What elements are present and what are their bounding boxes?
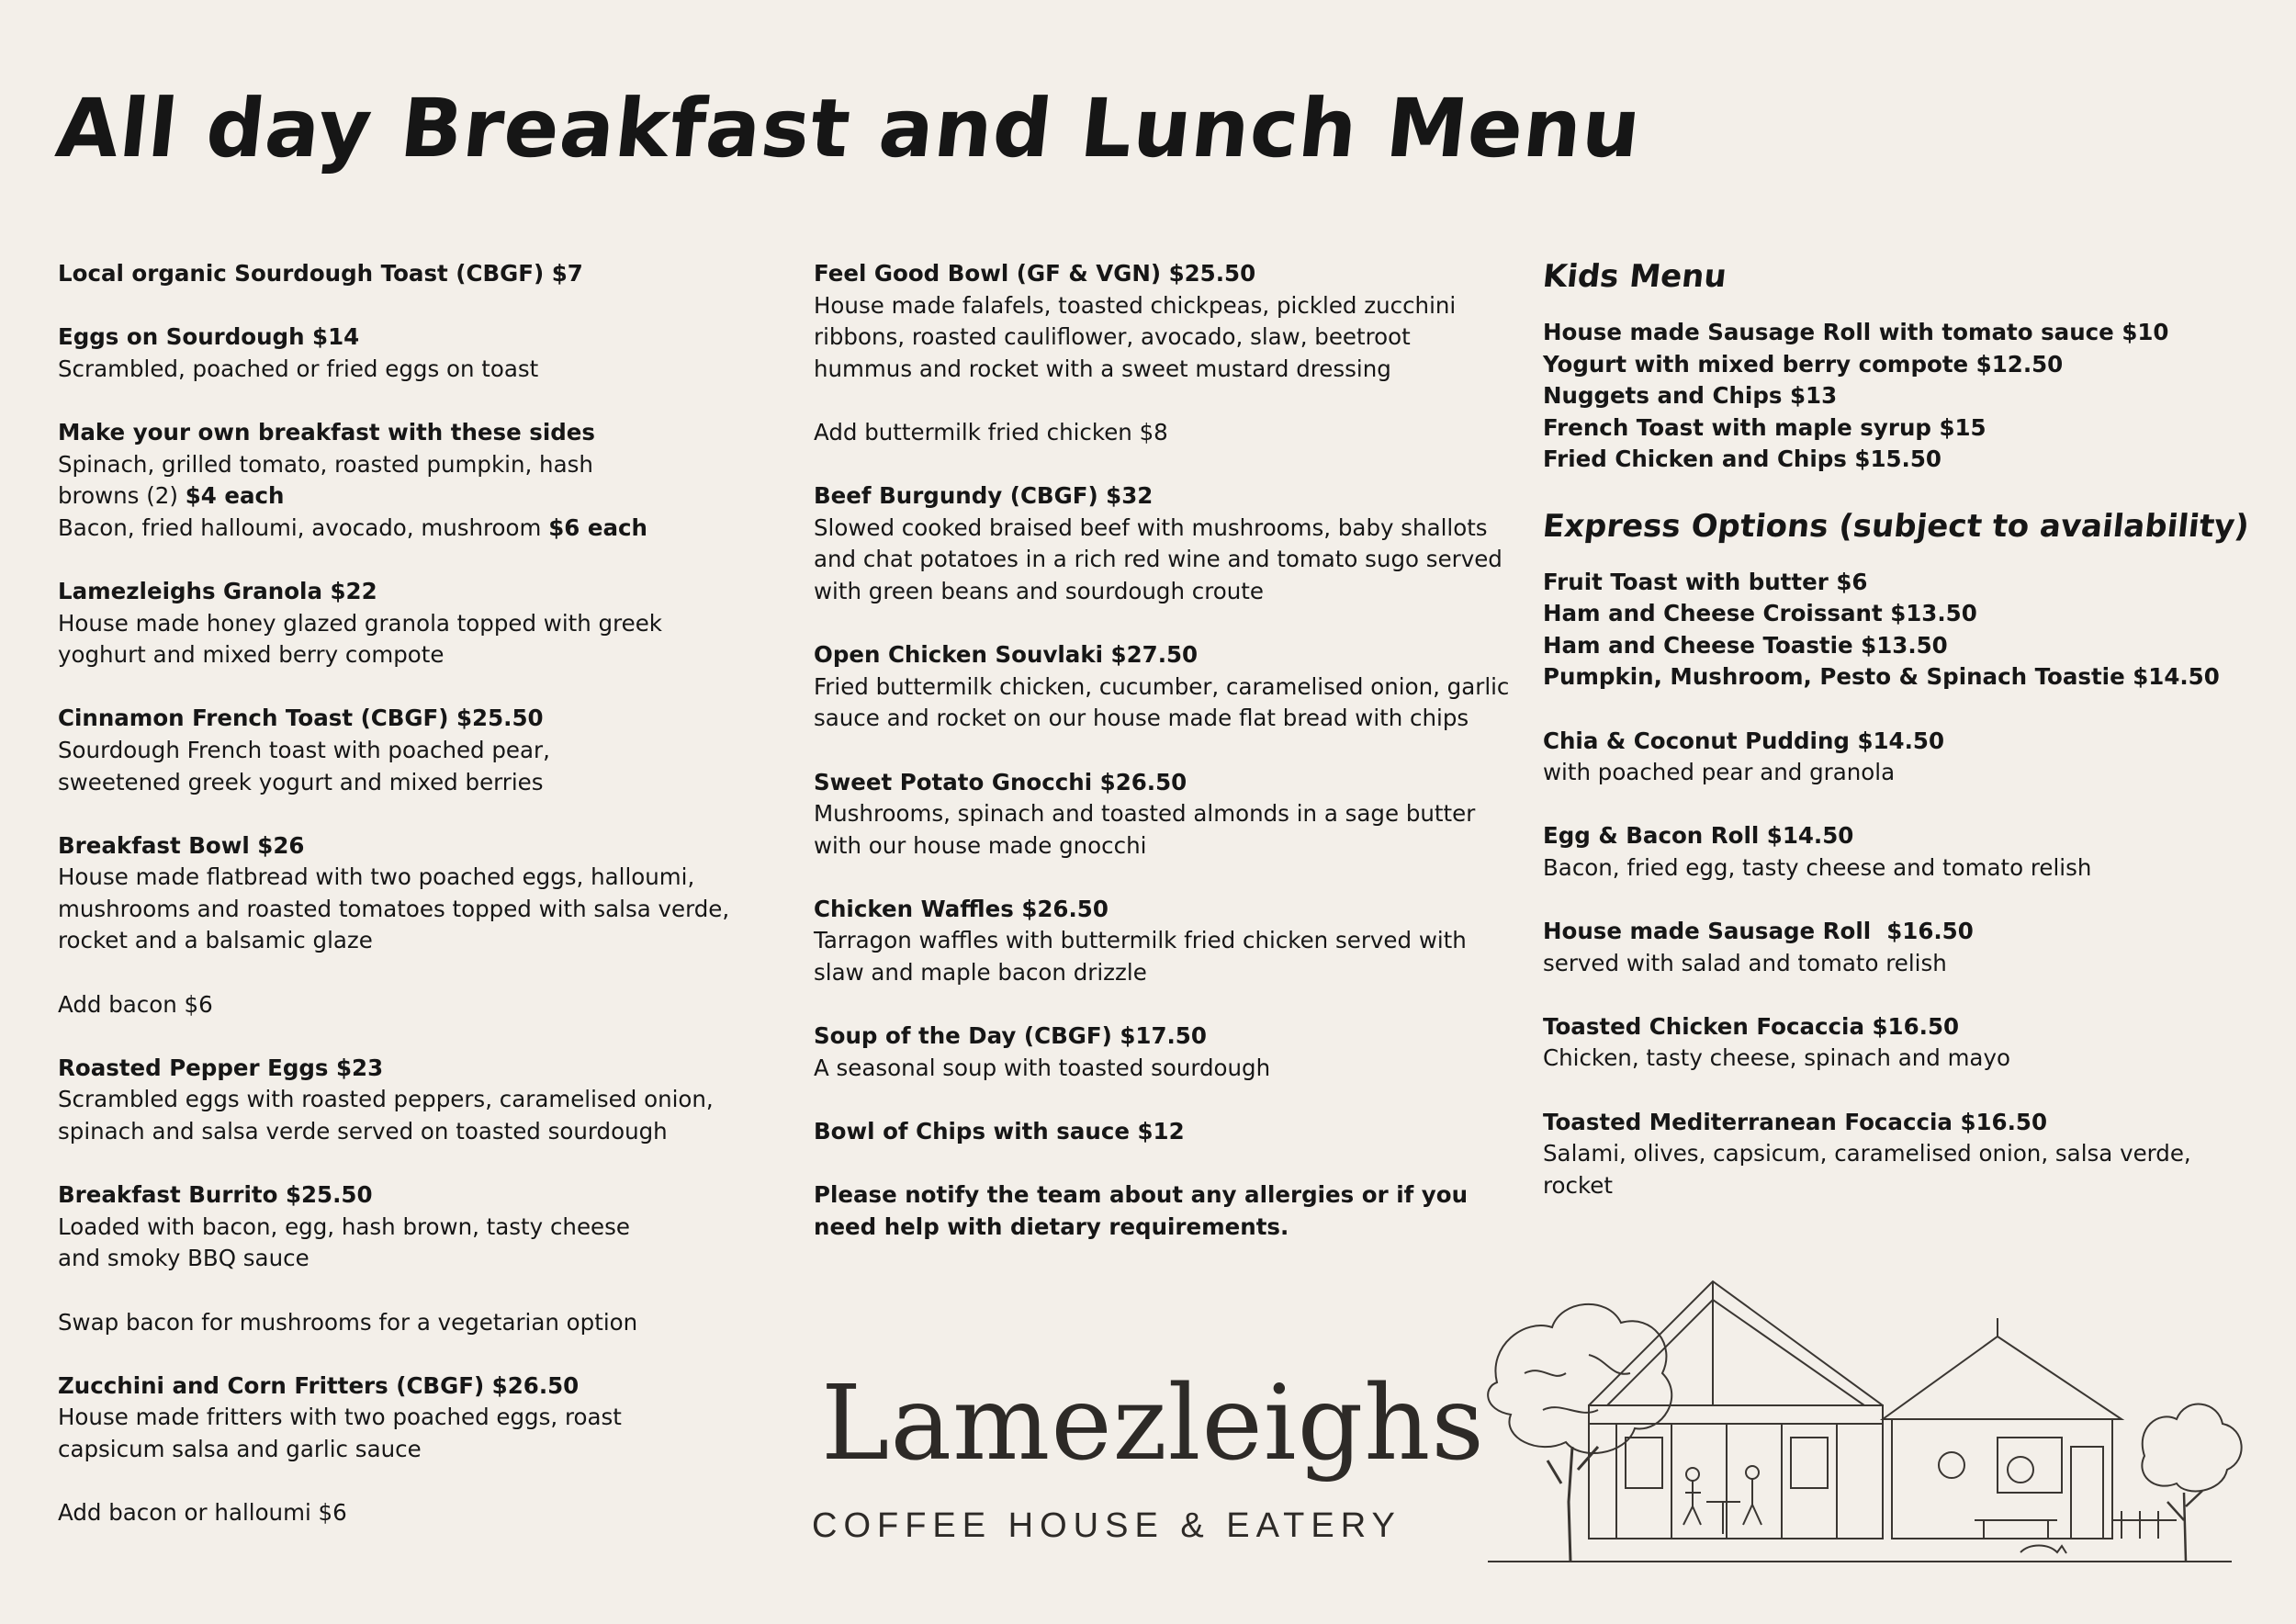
brand-subtitle: COFFEE HOUSE & EATERY xyxy=(812,1506,1401,1545)
item-description: House made fritters with two poached eggs, roast capsicum salsa and garlic sauce xyxy=(58,1404,622,1462)
item-description: Bacon, fried egg, tasty cheese and tomato relish xyxy=(1543,853,2092,881)
item-description: Scrambled eggs with roasted peppers, caramelised onion, spinach and salsa verde served on toasted sourdough xyxy=(58,1086,714,1145)
sides-text: browns (2) xyxy=(58,482,178,510)
menu-item xyxy=(814,767,1512,863)
item-description: served with salad and tomato relish xyxy=(1543,949,1947,976)
item-description: with poached pear and granola xyxy=(1543,759,1896,786)
menu-item xyxy=(1543,726,2259,789)
item-name: Bowl of Chips with sauce $12 xyxy=(814,1118,1185,1145)
kids-menu-item: Nuggets and Chips $13 xyxy=(1543,382,1838,410)
menu-item xyxy=(814,639,1512,735)
item-name: House made Sausage Roll $16.50 xyxy=(1543,918,1974,945)
item-description: Slowed cooked braised beef with mushrooms, baby shallots and chat potatoes in a rich red wine and tomato sugo served with green beans and sourdough croute xyxy=(814,513,1503,604)
item-name: Sweet Potato Gnocchi $26.50 xyxy=(814,768,1187,795)
express-item: Ham and Cheese Toastie $13.50 xyxy=(1543,631,1948,659)
item-name: Toasted Chicken Focaccia $16.50 xyxy=(1543,1012,1960,1040)
item-description xyxy=(58,480,783,513)
menu-column-kids-express xyxy=(1540,258,2259,1234)
item-name: Open Chicken Souvlaki $27.50 xyxy=(814,641,1199,669)
kids-menu-item: Fried Chicken and Chips $15.50 xyxy=(1543,445,1941,473)
item-name: Roasted Pepper Eggs $23 xyxy=(58,1054,384,1081)
menu-note: Swap bacon for mushrooms for a vegetarian option xyxy=(58,1308,638,1336)
menu-item xyxy=(58,321,783,385)
menu-note: Add bacon $6 xyxy=(58,990,213,1018)
kids-menu-list xyxy=(1543,317,2259,476)
kids-menu-item: House made Sausage Roll with tomato sauce $10 xyxy=(1543,319,2169,345)
kids-menu-heading: Kids Menu xyxy=(1540,258,1728,295)
item-name: Cinnamon French Toast (CBGF) $25.50 xyxy=(58,705,544,732)
item-description xyxy=(58,513,783,545)
item-description: Scrambled, poached or fried eggs on toast xyxy=(58,355,539,382)
item-description: House made flatbread with two poached eggs, halloumi, mushrooms and roasted tomatoes topped with salsa verde, rocket and a balsamic glaze xyxy=(58,863,730,954)
menu-item xyxy=(814,1021,1512,1084)
item-name: Breakfast Bowl $26 xyxy=(58,831,305,859)
allergy-notice xyxy=(814,1179,1512,1243)
menu-item xyxy=(814,894,1512,989)
menu-note: Add bacon or halloumi $6 xyxy=(58,1499,347,1527)
menu-item xyxy=(1543,820,2259,884)
item-name: Chicken Waffles $26.50 xyxy=(814,895,1109,922)
item-name: Chia & Coconut Pudding $14.50 xyxy=(1543,727,1944,754)
express-item: Fruit Toast with butter $6 xyxy=(1543,568,1868,595)
kids-menu-item: Yogurt with mixed berry compote $12.50 xyxy=(1543,350,2064,378)
menu-item xyxy=(58,1370,783,1466)
item-description: House made honey glazed granola topped with greek yoghurt and mixed berry compote xyxy=(58,609,662,669)
menu-item xyxy=(58,1053,783,1148)
cafe-building-illustration-icon xyxy=(1460,1272,2250,1575)
express-item: Ham and Cheese Croissant $13.50 xyxy=(1543,600,1977,627)
sides-text: Bacon, fried halloumi, avocado, mushroom xyxy=(58,513,542,541)
item-name: Egg & Bacon Roll $14.50 xyxy=(1543,822,1854,850)
item-name: Beef Burgundy (CBGF) $32 xyxy=(814,482,1154,510)
allergy-notice-text: Please notify the team about any allergies or if you need help with dietary requirements. xyxy=(814,1181,1469,1240)
menu-item-sides xyxy=(58,417,783,544)
menu-item xyxy=(814,1116,1512,1148)
menu-item xyxy=(1543,1107,2259,1202)
item-name: Make your own breakfast with these sides xyxy=(58,418,595,445)
item-description: Sourdough French toast with poached pear, sweetened greek yogurt and mixed berries xyxy=(58,736,550,795)
menu-note: Add buttermilk fried chicken $8 xyxy=(814,418,1168,445)
item-description: Tarragon waffles with buttermilk fried chicken served with slaw and maple bacon drizzle xyxy=(814,927,1467,987)
item-description: House made falafels, toasted chickpeas, pickled zucchini ribbons, roasted cauliflower, avocado, slaw, beetroot hummus and rocket with a sweet mustard dressing xyxy=(814,291,1457,382)
item-description: A seasonal soup with toasted sourdough xyxy=(814,1054,1271,1081)
item-name: Eggs on Sourdough $14 xyxy=(58,323,360,351)
item-description: Fried buttermilk chicken, cucumber, caramelised onion, garlic sauce and rocket on our house made flat bread with chips xyxy=(814,672,1510,732)
menu-column-lunch xyxy=(814,258,1512,1275)
menu-item xyxy=(58,830,783,957)
menu-item xyxy=(58,703,783,798)
item-name: Breakfast Burrito $25.50 xyxy=(58,1181,373,1209)
menu-item xyxy=(814,258,1512,385)
item-name: Feel Good Bowl (GF & VGN) $25.50 xyxy=(814,260,1256,287)
menu-item xyxy=(814,480,1512,607)
item-description: Mushrooms, spinach and toasted almonds in a sage butter with our house made gnocchi xyxy=(814,800,1476,859)
menu-column-breakfast xyxy=(58,258,783,1561)
menu-item xyxy=(1543,916,2259,979)
express-item: Pumpkin, Mushroom, Pesto & Spinach Toastie $14.50 xyxy=(1543,663,2220,691)
item-description: Chicken, tasty cheese, spinach and mayo xyxy=(1543,1044,2010,1072)
item-description: Salami, olives, capsicum, caramelised onion, salsa verde, rocket xyxy=(1543,1140,2191,1199)
sides-price: $4 each xyxy=(185,482,285,510)
express-options-heading: Express Options (subject to availability) xyxy=(1540,507,2251,545)
item-name: Soup of the Day (CBGF) $17.50 xyxy=(814,1022,1207,1050)
item-name: Zucchini and Corn Fritters (CBGF) $26.50 xyxy=(58,1371,580,1399)
menu-item xyxy=(58,258,783,290)
menu-title: All day Breakfast and Lunch Menu xyxy=(51,81,1647,175)
menu-item xyxy=(58,576,783,671)
item-name: Local organic Sourdough Toast (CBGF) $7 xyxy=(58,260,583,287)
menu-item xyxy=(1543,1011,2259,1075)
express-options-list xyxy=(1543,567,2259,694)
item-name: Lamezleighs Granola $22 xyxy=(58,577,377,604)
sides-price: $6 each xyxy=(548,513,647,541)
item-description: Spinach, grilled tomato, roasted pumpkin, hash xyxy=(58,450,593,478)
menu-item xyxy=(58,1179,783,1275)
kids-menu-item: French Toast with maple syrup $15 xyxy=(1543,413,1986,441)
item-name: Toasted Mediterranean Focaccia $16.50 xyxy=(1543,1108,2048,1135)
item-description: Loaded with bacon, egg, hash brown, tasty cheese and smoky BBQ sauce xyxy=(58,1212,630,1272)
brand-logo-name: Lamezleighs xyxy=(821,1364,1485,1483)
